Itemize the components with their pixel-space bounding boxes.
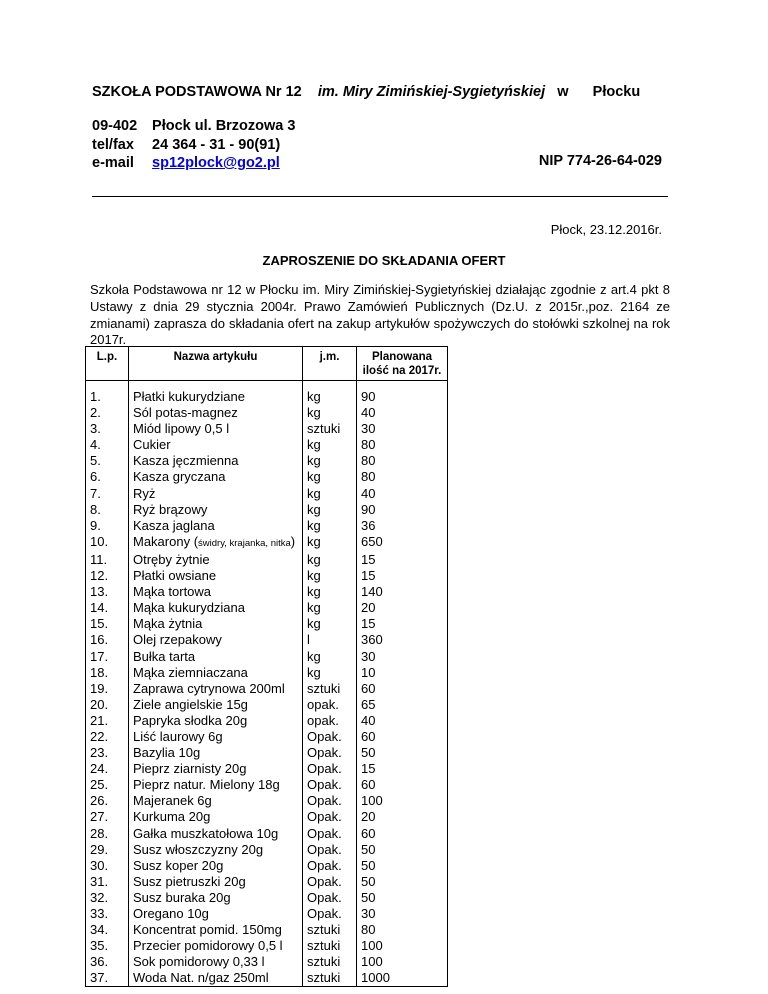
table-row <box>86 858 448 874</box>
row-name: Susz pietruszki 20g <box>129 874 303 890</box>
row-lp: 10. <box>86 534 129 552</box>
row-quantity: 50 <box>357 890 448 906</box>
table-row <box>86 729 448 745</box>
table-row <box>86 534 448 552</box>
row-name: Mąka kukurydziana <box>129 600 303 616</box>
table-row <box>86 502 448 518</box>
row-name: Susz buraka 20g <box>129 890 303 906</box>
row-quantity: 1000 <box>357 970 448 987</box>
postcode: 09-402 <box>92 118 138 134</box>
row-lp: 13. <box>86 584 129 600</box>
row-unit: kg <box>303 405 357 421</box>
row-unit: kg <box>303 502 357 518</box>
row-name-detail: świdry, krajanka, nitka <box>198 537 291 549</box>
row-name: Bułka tarta <box>129 649 303 665</box>
row-name: Woda Nat. n/gaz 250ml <box>129 970 303 987</box>
header-divider <box>92 196 668 197</box>
table-row <box>86 600 448 616</box>
tel-number: 24 364 - 31 - 90(91) <box>152 136 281 153</box>
row-unit: kg <box>303 568 357 584</box>
table-row <box>86 568 448 584</box>
row-name-main: Makarony ( <box>133 533 199 549</box>
table-row <box>86 469 448 485</box>
row-quantity: 20 <box>357 809 448 825</box>
row-unit: sztuki <box>303 421 357 437</box>
table-row <box>86 922 448 938</box>
row-quantity: 80 <box>357 922 448 938</box>
row-lp: 17. <box>86 649 129 665</box>
table-row <box>86 437 448 453</box>
row-unit: opak. <box>303 713 357 729</box>
email-row <box>92 154 295 173</box>
row-name: Kurkuma 20g <box>129 809 303 825</box>
row-unit: kg <box>303 518 357 534</box>
row-lp: 29. <box>86 842 129 858</box>
email-label: e-mail <box>92 155 134 171</box>
row-quantity: 60 <box>357 826 448 842</box>
row-unit: kg <box>303 534 357 552</box>
row-quantity: 80 <box>357 437 448 453</box>
row-unit: kg <box>303 649 357 665</box>
table-row <box>86 890 448 906</box>
row-name: Otręby żytnie <box>129 552 303 568</box>
city-name: Płocku <box>592 84 641 100</box>
row-name: Mąka tortowa <box>129 584 303 600</box>
row-quantity: 90 <box>357 502 448 518</box>
row-lp: 23. <box>86 745 129 761</box>
table-row <box>86 389 448 405</box>
row-unit: kg <box>303 600 357 616</box>
row-quantity: 15 <box>357 761 448 777</box>
row-unit: l <box>303 632 357 648</box>
table-header-row <box>86 347 448 381</box>
row-unit: sztuki <box>303 922 357 938</box>
spacer-cell <box>357 381 448 390</box>
row-name: Kasza jęczmienna <box>129 453 303 469</box>
row-name: Papryka słodka 20g <box>129 713 303 729</box>
row-lp: 32. <box>86 890 129 906</box>
row-name: Olej rzepakowy <box>129 632 303 648</box>
row-name: Ziele angielskie 15g <box>129 697 303 713</box>
spacer-cell <box>303 381 357 390</box>
row-lp: 14. <box>86 600 129 616</box>
row-unit: kg <box>303 437 357 453</box>
row-unit: Opak. <box>303 793 357 809</box>
row-name <box>129 534 303 552</box>
row-quantity: 50 <box>357 745 448 761</box>
table-row <box>86 518 448 534</box>
row-quantity: 30 <box>357 649 448 665</box>
row-lp: 12. <box>86 568 129 584</box>
table-row <box>86 745 448 761</box>
row-quantity: 15 <box>357 616 448 632</box>
table-row <box>86 809 448 825</box>
row-unit: Opak. <box>303 842 357 858</box>
school-name: SZKOŁA PODSTAWOWA Nr 12 <box>92 84 302 100</box>
row-unit: sztuki <box>303 938 357 954</box>
row-name: Cukier <box>129 437 303 453</box>
row-quantity: 50 <box>357 874 448 890</box>
row-quantity: 100 <box>357 793 448 809</box>
row-quantity: 360 <box>357 632 448 648</box>
row-lp: 37. <box>86 970 129 987</box>
row-name: Kasza jaglana <box>129 518 303 534</box>
row-quantity: 40 <box>357 486 448 502</box>
table-row <box>86 777 448 793</box>
table-row <box>86 761 448 777</box>
row-unit: Opak. <box>303 826 357 842</box>
row-lp: 4. <box>86 437 129 453</box>
row-lp: 5. <box>86 453 129 469</box>
city-prefix: w <box>557 84 569 100</box>
row-unit: kg <box>303 552 357 568</box>
table-row <box>86 552 448 568</box>
row-quantity: 40 <box>357 713 448 729</box>
row-lp: 30. <box>86 858 129 874</box>
row-name: Płatki owsiane <box>129 568 303 584</box>
table-row <box>86 954 448 970</box>
row-quantity: 650 <box>357 534 448 552</box>
row-name: Zaprawa cytrynowa 200ml <box>129 681 303 697</box>
row-quantity: 30 <box>357 421 448 437</box>
row-lp: 3. <box>86 421 129 437</box>
table-row <box>86 486 448 502</box>
table-row <box>86 632 448 648</box>
row-unit: opak. <box>303 697 357 713</box>
table-row <box>86 793 448 809</box>
row-lp: 11. <box>86 552 129 568</box>
row-quantity: 60 <box>357 681 448 697</box>
row-quantity: 15 <box>357 568 448 584</box>
row-name: Gałka muszkatołowa 10g <box>129 826 303 842</box>
table-body <box>86 381 448 987</box>
row-quantity: 20 <box>357 600 448 616</box>
tel-label: tel/fax <box>92 136 134 153</box>
school-header <box>92 84 640 100</box>
table-row <box>86 453 448 469</box>
row-quantity: 60 <box>357 729 448 745</box>
row-lp: 6. <box>86 469 129 485</box>
row-name: Bazylia 10g <box>129 745 303 761</box>
row-unit: sztuki <box>303 954 357 970</box>
row-name: Mąka ziemniaczana <box>129 665 303 681</box>
table-row <box>86 665 448 681</box>
table-row <box>86 938 448 954</box>
row-quantity: 90 <box>357 389 448 405</box>
row-lp: 18. <box>86 665 129 681</box>
row-quantity: 140 <box>357 584 448 600</box>
row-lp: 15. <box>86 616 129 632</box>
table-row <box>86 842 448 858</box>
row-name: Ryż brązowy <box>129 502 303 518</box>
row-unit: Opak. <box>303 858 357 874</box>
row-lp: 16. <box>86 632 129 648</box>
row-lp: 25. <box>86 777 129 793</box>
row-name: Ryż <box>129 486 303 502</box>
row-lp: 1. <box>86 389 129 405</box>
row-name: Sok pomidorowy 0,33 l <box>129 954 303 970</box>
row-lp: 9. <box>86 518 129 534</box>
school-patron: im. Miry Zimińskiej-Sygietyńskiej <box>317 84 546 100</box>
row-lp: 36. <box>86 954 129 970</box>
row-unit: Opak. <box>303 809 357 825</box>
row-quantity: 40 <box>357 405 448 421</box>
row-name: Koncentrat pomid. 150mg <box>129 922 303 938</box>
row-lp: 26. <box>86 793 129 809</box>
row-lp: 24. <box>86 761 129 777</box>
address-block <box>92 117 295 173</box>
row-lp: 7. <box>86 486 129 502</box>
row-quantity: 15 <box>357 552 448 568</box>
row-lp: 27. <box>86 809 129 825</box>
row-lp: 28. <box>86 826 129 842</box>
row-unit: kg <box>303 584 357 600</box>
row-quantity: 50 <box>357 842 448 858</box>
row-unit: sztuki <box>303 970 357 987</box>
document-date: Płock, 23.12.2016r. <box>550 222 662 237</box>
row-quantity: 60 <box>357 777 448 793</box>
header-lp: L.p. <box>86 347 129 381</box>
row-unit: kg <box>303 486 357 502</box>
row-name: Oregano 10g <box>129 906 303 922</box>
table-row <box>86 616 448 632</box>
row-lp: 34. <box>86 922 129 938</box>
table-row <box>86 970 448 987</box>
row-lp: 21. <box>86 713 129 729</box>
table-spacer-row <box>86 381 448 390</box>
row-quantity: 65 <box>357 697 448 713</box>
header-name: Nazwa artykułu <box>129 347 303 381</box>
row-quantity: 80 <box>357 469 448 485</box>
row-quantity: 30 <box>357 906 448 922</box>
row-name: Susz koper 20g <box>129 858 303 874</box>
table-row <box>86 697 448 713</box>
header-unit: j.m. <box>303 347 357 381</box>
row-quantity: 100 <box>357 938 448 954</box>
row-name: Płatki kukurydziane <box>129 389 303 405</box>
address-row <box>92 117 295 136</box>
row-unit: kg <box>303 389 357 405</box>
table-row <box>86 649 448 665</box>
table-row <box>86 906 448 922</box>
table-row <box>86 405 448 421</box>
row-unit: Opak. <box>303 906 357 922</box>
row-unit: kg <box>303 665 357 681</box>
row-name: Majeranek 6g <box>129 793 303 809</box>
row-unit: Opak. <box>303 729 357 745</box>
row-unit: Opak. <box>303 745 357 761</box>
row-lp: 35. <box>86 938 129 954</box>
row-lp: 19. <box>86 681 129 697</box>
row-name: Liść laurowy 6g <box>129 729 303 745</box>
row-lp: 8. <box>86 502 129 518</box>
row-lp: 20. <box>86 697 129 713</box>
row-name: Pieprz natur. Mielony 18g <box>129 777 303 793</box>
table-row <box>86 421 448 437</box>
row-unit: Opak. <box>303 874 357 890</box>
spacer-cell <box>129 381 303 390</box>
row-name: Przecier pomidorowy 0,5 l <box>129 938 303 954</box>
row-name: Kasza gryczana <box>129 469 303 485</box>
row-name-end: ) <box>290 533 296 549</box>
spacer-cell <box>86 381 129 390</box>
email-link[interactable]: sp12plock@go2.pl <box>152 155 280 171</box>
items-table <box>85 346 448 987</box>
row-lp: 2. <box>86 405 129 421</box>
table-row <box>86 874 448 890</box>
row-unit: kg <box>303 453 357 469</box>
nip-number: NIP 774-26-64-029 <box>538 153 662 169</box>
header-quantity: Planowana ilość na 2017r. <box>357 347 448 381</box>
row-unit: Opak. <box>303 777 357 793</box>
table-row <box>86 826 448 842</box>
table-row <box>86 681 448 697</box>
row-lp: 33. <box>86 906 129 922</box>
row-unit: Opak. <box>303 890 357 906</box>
row-lp: 22. <box>86 729 129 745</box>
document-title: ZAPROSZENIE DO SKŁADANIA OFERT <box>262 253 506 268</box>
row-unit: sztuki <box>303 681 357 697</box>
row-quantity: 80 <box>357 453 448 469</box>
row-unit: Opak. <box>303 761 357 777</box>
phone-row <box>92 136 295 155</box>
table-row <box>86 713 448 729</box>
row-name: Sól potas-magnez <box>129 405 303 421</box>
row-quantity: 50 <box>357 858 448 874</box>
table-row <box>86 584 448 600</box>
row-unit: kg <box>303 616 357 632</box>
row-name: Mąka żytnia <box>129 616 303 632</box>
row-unit: kg <box>303 469 357 485</box>
row-quantity: 100 <box>357 954 448 970</box>
row-name: Pieprz ziarnisty 20g <box>129 761 303 777</box>
intro-paragraph: Szkoła Podstawowa nr 12 w Płocku im. Miry Zimińskiej-Sygietyńskiej działając zgodnie z art.4 pkt 8 Ustawy z dnia 29 stycznia 2004r. Prawo Zamówień Publicznych (Dz.U. z 2015r.,poz. 2164 ze zmianami) zaprasza do składania ofert na zakup artykułów spożywczych do stołówki szkolnej na rok 2017r. <box>90 282 670 348</box>
row-quantity: 10 <box>357 665 448 681</box>
row-quantity: 36 <box>357 518 448 534</box>
row-name: Miód lipowy 0,5 l <box>129 421 303 437</box>
row-name: Susz włoszczyzny 20g <box>129 842 303 858</box>
street: Płock ul. Brzozowa 3 <box>152 118 296 134</box>
row-lp: 31. <box>86 874 129 890</box>
